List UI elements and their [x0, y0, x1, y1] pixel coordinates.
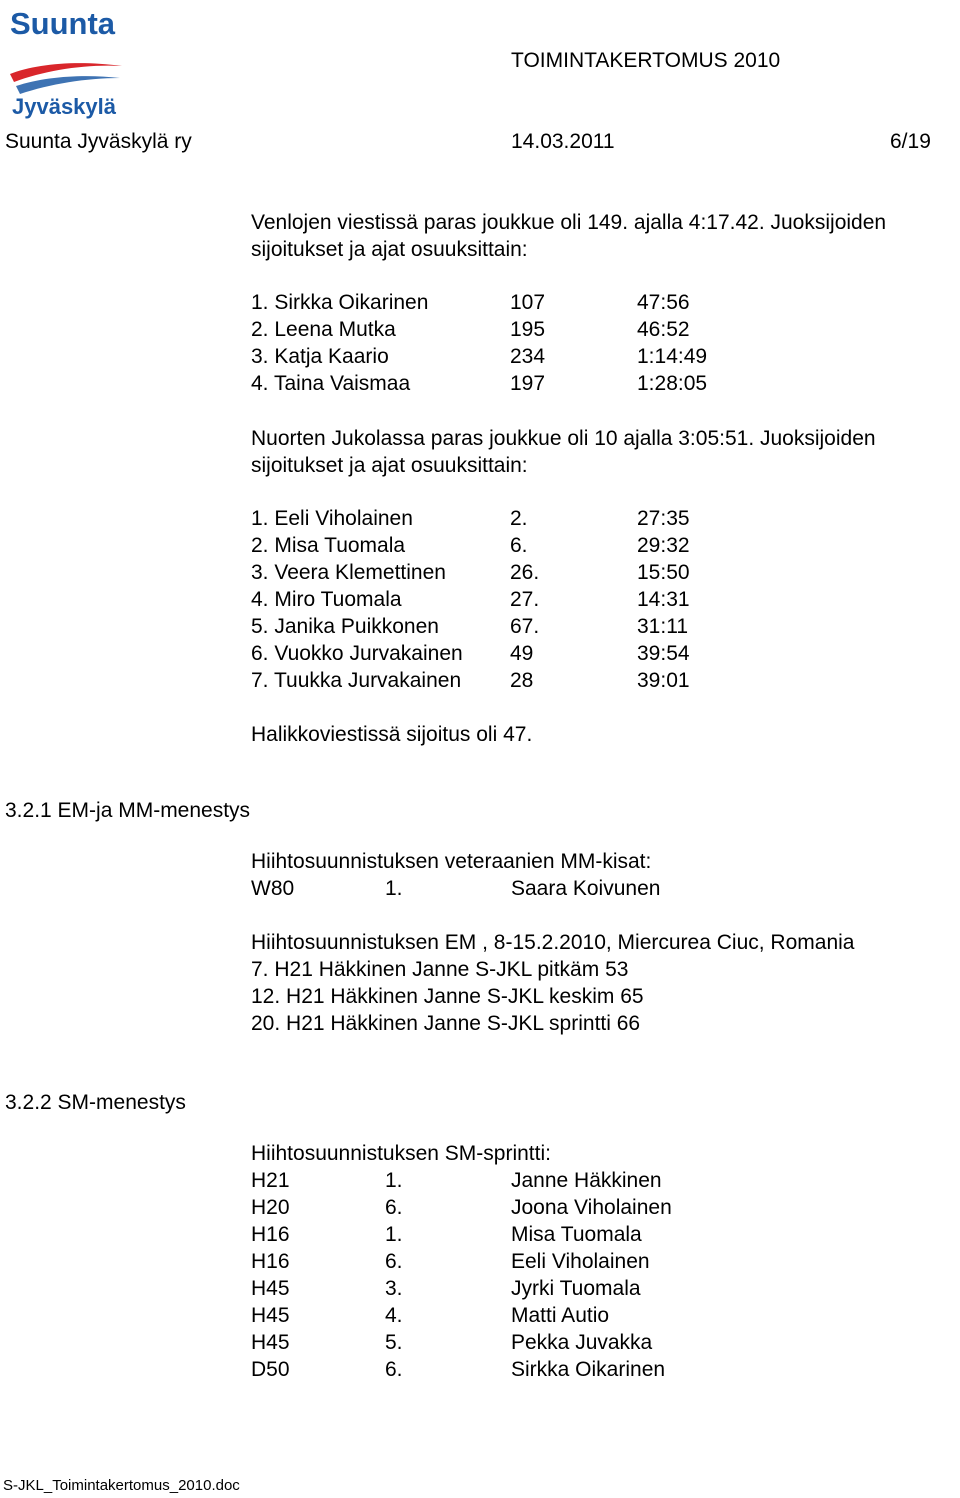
- athlete-name: Saara Koivunen: [511, 877, 661, 900]
- mm-title: Hiihtosuunnistuksen veteraanien MM-kisat:: [251, 850, 652, 873]
- athlete-name: Jyrki Tuomala: [511, 1277, 641, 1300]
- runner-time: 1:14:49: [637, 345, 708, 368]
- class-label: H45: [251, 1277, 290, 1300]
- runner-name: 3. Veera Klemettinen: [251, 561, 446, 584]
- runner-time: 15:50: [637, 561, 690, 584]
- placement: 6.: [385, 1250, 403, 1273]
- runner-time: 46:52: [637, 318, 690, 341]
- class-label: H16: [251, 1250, 290, 1273]
- class-label: D50: [251, 1358, 290, 1381]
- runner-position: 26.: [510, 561, 540, 584]
- logo-text-bottom: Jyväskylä: [12, 94, 116, 119]
- venla-intro-line-1: Venlojen viestissä paras joukkue oli 149. ajalla 4:17.42. Juoksijoiden: [251, 211, 887, 234]
- placement: 6.: [385, 1358, 403, 1381]
- placement: 1.: [385, 1169, 403, 1192]
- runner-name: 1. Eeli Viholainen: [251, 507, 413, 530]
- class-label: H20: [251, 1196, 290, 1219]
- footer-filename: S-JKL_Toimintakertomus_2010.doc: [3, 1477, 240, 1494]
- runner-position: 28: [510, 669, 534, 692]
- placement: 5.: [385, 1331, 403, 1354]
- document-date: 14.03.2011: [511, 130, 615, 153]
- athlete-name: Pekka Juvakka: [511, 1331, 653, 1354]
- athlete-name: Matti Autio: [511, 1304, 610, 1327]
- athlete-name: Janne Häkkinen: [511, 1169, 662, 1192]
- runner-time: 1:28:05: [637, 372, 708, 395]
- athlete-name: Sirkka Oikarinen: [511, 1358, 666, 1381]
- runner-position: 195: [510, 318, 546, 341]
- list-item: 7. H21 Häkkinen Janne S-JKL pitkäm 53: [251, 958, 629, 981]
- section-heading-sm: 3.2.2 SM-menestys: [5, 1091, 186, 1114]
- runner-time: 14:31: [637, 588, 690, 611]
- runner-time: 29:32: [637, 534, 690, 557]
- runner-position: 6.: [510, 534, 528, 557]
- sm-title: Hiihtosuunnistuksen SM-sprintti:: [251, 1142, 551, 1165]
- runner-position: 107: [510, 291, 546, 314]
- runner-time: 31:11: [637, 615, 688, 638]
- runner-position: 27.: [510, 588, 540, 611]
- runner-name: 1. Sirkka Oikarinen: [251, 291, 429, 314]
- page-number: 6/19: [890, 130, 931, 153]
- runner-position: 234: [510, 345, 546, 368]
- halikko-result: Halikkoviestissä sijoitus oli 47.: [251, 723, 533, 746]
- runner-time: 27:35: [637, 507, 690, 530]
- runner-time: 39:54: [637, 642, 690, 665]
- runner-position: 197: [510, 372, 546, 395]
- athlete-name: Misa Tuomala: [511, 1223, 642, 1246]
- placement: 1.: [385, 877, 403, 900]
- placement: 4.: [385, 1304, 403, 1327]
- venla-intro-line-2: sijoitukset ja ajat osuuksittain:: [251, 238, 528, 261]
- runner-position: 49: [510, 642, 534, 665]
- class-label: H45: [251, 1331, 290, 1354]
- placement: 1.: [385, 1223, 403, 1246]
- runner-name: 2. Misa Tuomala: [251, 534, 406, 557]
- runner-name: 6. Vuokko Jurvakainen: [251, 642, 463, 665]
- athlete-name: Eeli Viholainen: [511, 1250, 650, 1273]
- runner-name: 7. Tuukka Jurvakainen: [251, 669, 462, 692]
- list-item: 20. H21 Häkkinen Janne S-JKL sprintti 66: [251, 1012, 641, 1035]
- runner-time: 39:01: [637, 669, 690, 692]
- runner-position: 2.: [510, 507, 528, 530]
- runner-position: 67.: [510, 615, 540, 638]
- logo-text-top: Suunta: [10, 6, 116, 41]
- nuorten-intro-line-2: sijoitukset ja ajat osuuksittain:: [251, 454, 528, 477]
- runner-time: 47:56: [637, 291, 690, 314]
- organization-name: Suunta Jyväskylä ry: [5, 130, 192, 153]
- class-label: H21: [251, 1169, 290, 1192]
- list-item: 12. H21 Häkkinen Janne S-JKL keskim 65: [251, 985, 644, 1008]
- document-title: TOIMINTAKERTOMUS 2010: [511, 49, 781, 72]
- nuorten-intro-line-1: Nuorten Jukolassa paras joukkue oli 10 ajalla 3:05:51. Juoksijoiden: [251, 427, 876, 450]
- logo-swoosh-icon: [6, 30, 124, 100]
- placement: 6.: [385, 1196, 403, 1219]
- runner-name: 2. Leena Mutka: [251, 318, 396, 341]
- class-label: H16: [251, 1223, 290, 1246]
- runner-name: 5. Janika Puikkonen: [251, 615, 439, 638]
- em-title: Hiihtosuunnistuksen EM , 8-15.2.2010, Miercurea Ciuc, Romania: [251, 931, 855, 954]
- runner-name: 4. Taina Vaismaa: [251, 372, 411, 395]
- runner-name: 4. Miro Tuomala: [251, 588, 402, 611]
- class-label: H45: [251, 1304, 290, 1327]
- placement: 3.: [385, 1277, 403, 1300]
- runner-name: 3. Katja Kaario: [251, 345, 389, 368]
- section-heading-em-mm: 3.2.1 EM-ja MM-menestys: [5, 799, 251, 822]
- athlete-name: Joona Viholainen: [511, 1196, 672, 1219]
- class-label: W80: [251, 877, 295, 900]
